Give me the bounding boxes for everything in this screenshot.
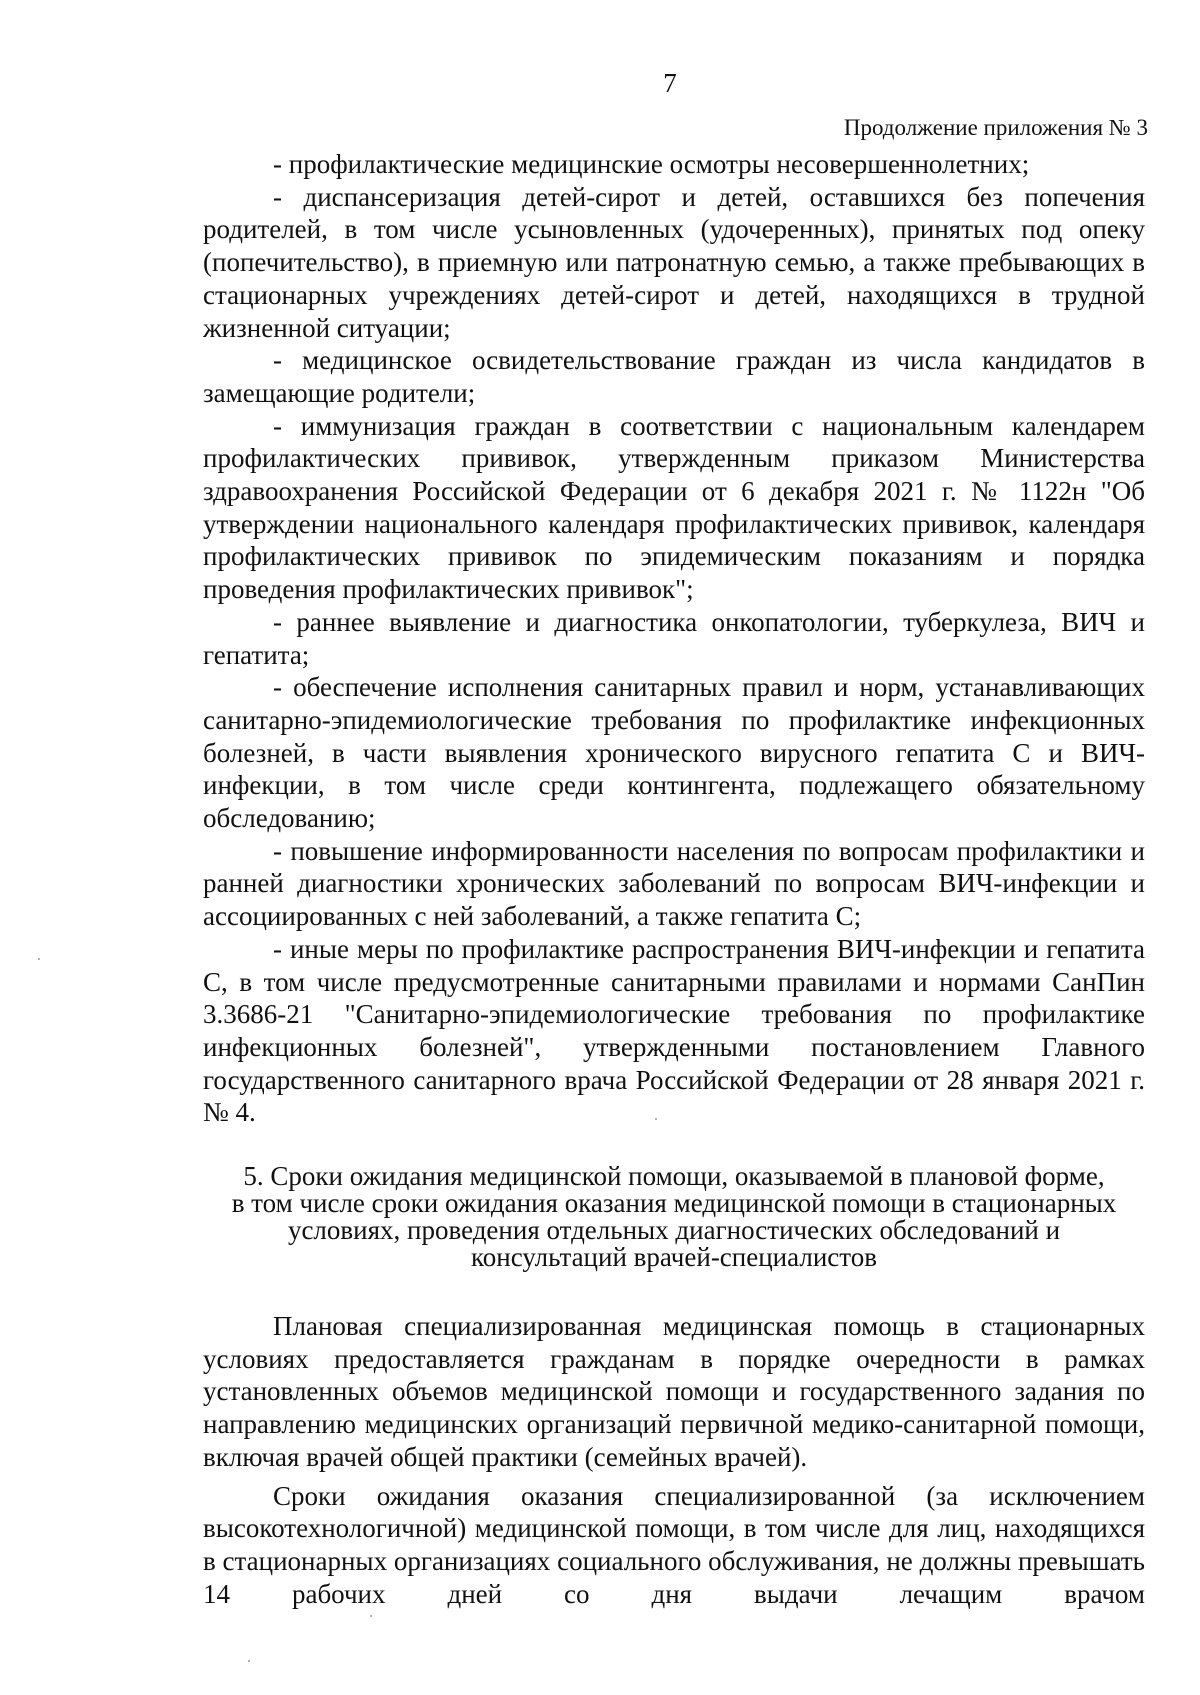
list-item: - иные меры по профилактике распространения ВИЧ-инфекции и гепатита С, в том числе предусмотренные санитарными правилами и нормами СанПин 3.3686-21 "Санитарно-эпидемиологические требования по профилактике инфекционных болезней", утвержденными постановлением Главного государственного санитарного врача Российской Федерации от 28 января 2021 г. № 4. — [203, 933, 1145, 1128]
section-body — [203, 1310, 1145, 1610]
list-item: - диспансеризация детей-сирот и детей, оставшихся без попечения родителей, в том числе усыновленных (удочеренных), принятых под опеку (попечительство), в приемную или патронатную семью, а также пребывающих в стационарных учреждениях детей-сирот и детей, находящихся в трудной жизненной ситуации; — [203, 181, 1145, 343]
scan-speck — [370, 1615, 372, 1617]
scan-speck — [38, 958, 40, 960]
list-item: - медицинское освидетельствование граждан из числа кандидатов в замещающие родители; — [203, 345, 1145, 408]
section-heading — [203, 1163, 1145, 1271]
scan-speck — [655, 1118, 657, 1120]
body-paragraph: Плановая специализированная медицинская помощь в стационарных условиях предоставляется гражданам в порядке очередности в рамках установленных объемов медицинской помощи и государственного задания по направлению медицинских организаций первичной медико-санитарной помощи, включая врачей общей практики (семейных врачей). — [203, 1311, 1145, 1472]
scan-speck — [248, 1660, 250, 1662]
list-item: - иммунизация граждан в соответствии с национальным календарем профилактических прививок, утвержденным приказом Министерства здравоохранения Российской Федерации от 6 декабря 2021 г. № 1122н "Об утверждении национального календаря профилактических прививок, календаря профилактических прививок по эпидемическим показаниям и порядка проведения профилактических прививок"; — [203, 410, 1145, 605]
page-number: 7 — [663, 68, 677, 98]
appendix-continuation-label: Продолжение приложения № 3 — [843, 115, 1148, 140]
section-heading-line: условиях, проведения отдельных диагностических обследований и — [287, 1215, 1061, 1245]
list-item: - профилактические медицинские осмотры несовершеннолетних; — [273, 149, 1030, 179]
section-heading-line: консультаций врачей-специалистов — [471, 1242, 877, 1272]
list-item: - раннее выявление и диагностика онкопатологии, туберкулеза, ВИЧ и гепатита; — [203, 606, 1145, 670]
section-heading-line: в том числе сроки ожидания оказания медицинской помощи в стационарных — [231, 1188, 1117, 1218]
section-heading-line: 5. Сроки ожидания медицинской помощи, оказываемой в плановой форме, — [243, 1161, 1105, 1191]
measures-list — [203, 148, 1145, 1129]
list-item: - обеспечение исполнения санитарных правил и норм, устанавливающих санитарно-эпидемиологические требования по профилактике инфекционных болезней, в части выявления хронического вирусного гепатита С и ВИЧ-инфекции, в том числе среди контингента, подлежащего обязательному обследованию; — [203, 672, 1145, 834]
body-paragraph: Сроки ожидания оказания специализированной (за исключением высокотехнологичной) медицинской помощи, в том числе для лиц, находящихся в стационарных организациях социального обслуживания, не должны превышать 14 рабочих дней со дня выдачи лечащим врачом — [203, 1480, 1145, 1609]
list-item: - повышение информированности населения по вопросам профилактики и ранней диагностики хронических заболеваний по вопросам ВИЧ-инфекции и ассоциированных с ней заболеваний, а также гепатита С; — [203, 835, 1145, 932]
